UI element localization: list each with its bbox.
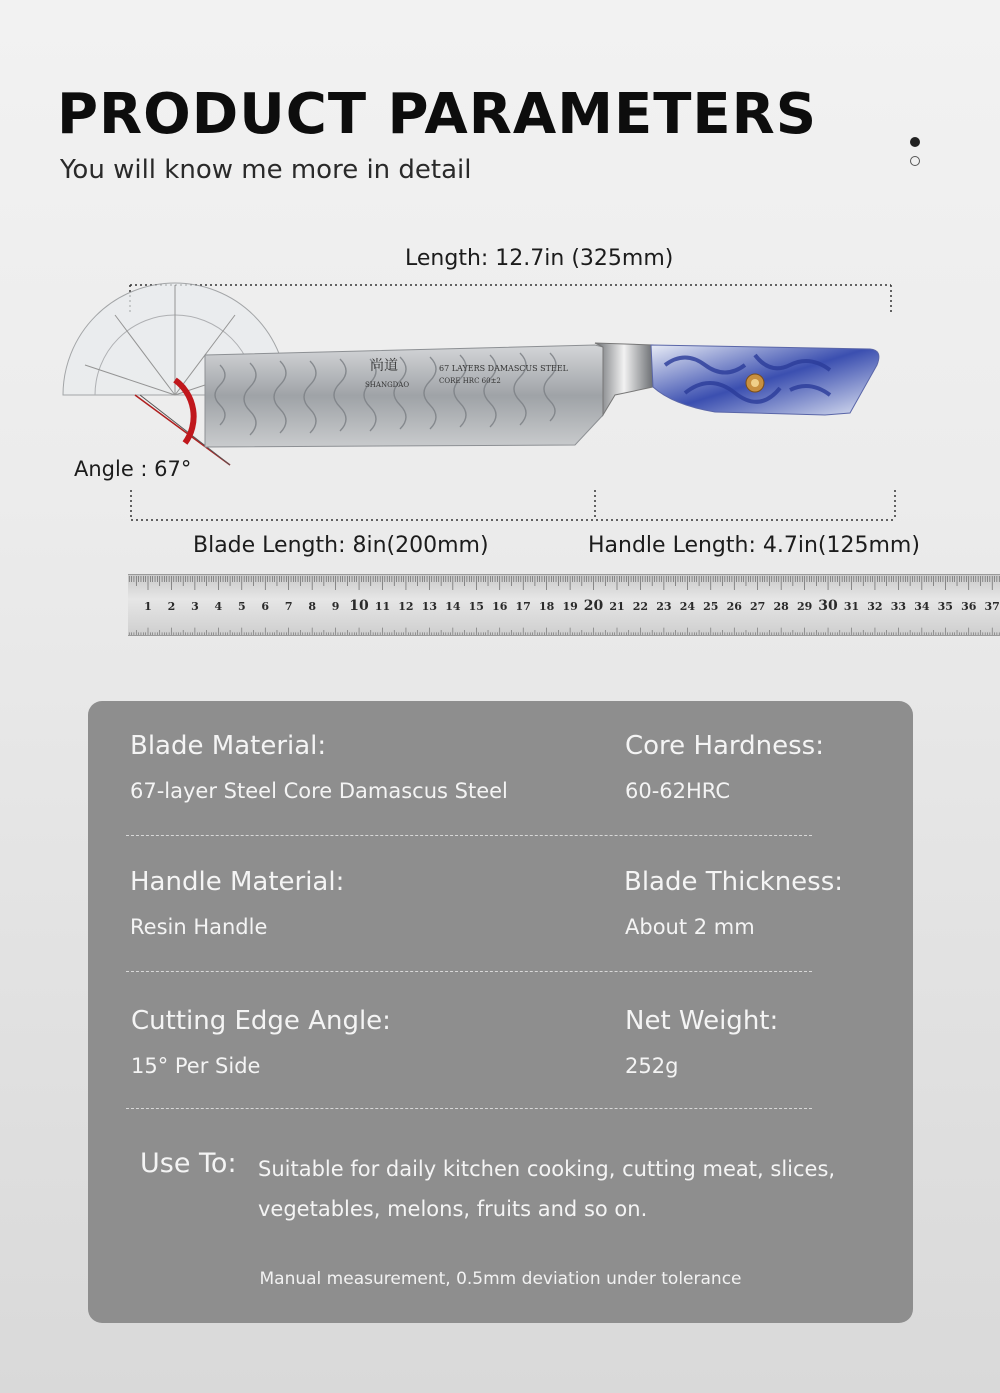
handle-length-label: Handle Length: 4.7in(125mm)	[588, 533, 920, 558]
ruler-scale	[128, 575, 1000, 636]
use-text: Suitable for daily kitchen cooking, cutting meat, slices, vegetables, melons, fruits and so on.	[258, 1157, 836, 1221]
ruler-number: 14	[445, 600, 461, 613]
ruler-number: 10	[349, 598, 369, 614]
blade-thickness-value: About 2 mm	[625, 915, 755, 939]
blade-marking-1: 67 LAYERS DAMASCUS STEEL	[439, 364, 568, 373]
ruler-number: 33	[890, 600, 907, 613]
blade-brand: SHANGDAO	[365, 381, 410, 389]
blade-material-label: Blade Material:	[130, 731, 327, 761]
ruler-number: 9	[331, 600, 340, 613]
use-label: Use To:	[140, 1148, 237, 1179]
ruler-number: 1	[144, 600, 152, 613]
handle-material-value: Resin Handle	[130, 915, 268, 939]
ruler-number: 13	[421, 600, 438, 613]
divider	[126, 835, 812, 836]
ruler-number: 17	[515, 600, 531, 613]
ruler-number: 31	[843, 600, 860, 613]
ruler-number: 3	[191, 600, 199, 613]
ruler-number: 16	[492, 600, 508, 613]
ruler-number: 20	[583, 598, 604, 614]
blade-material-value: 67-layer Steel Core Damascus Steel	[130, 779, 508, 803]
edge-angle-value: 15° Per Side	[131, 1054, 261, 1078]
ruler-number: 8	[308, 600, 316, 613]
blade-marking-2: CORE HRC 60±2	[439, 377, 501, 385]
blade-handle-dimension-line	[131, 490, 895, 520]
ruler-number: 2	[167, 600, 176, 613]
measurement-note: Manual measurement, 0.5mm deviation under tolerance	[259, 1269, 742, 1289]
ruler-number: 21	[609, 600, 625, 613]
knife-illustration	[55, 275, 905, 525]
ruler-number: 5	[237, 600, 246, 613]
core-hardness-value: 60-62HRC	[625, 779, 731, 803]
ruler-number: 22	[632, 600, 649, 613]
edge-angle-label: Cutting Edge Angle:	[131, 1006, 391, 1036]
core-hardness-label: Core Hardness:	[625, 731, 824, 761]
ruler-number: 29	[796, 600, 813, 613]
ruler-number: 34	[914, 600, 930, 613]
ruler-number: 27	[750, 600, 766, 613]
net-weight-label: Net Weight:	[625, 1006, 779, 1036]
ruler-number: 12	[398, 600, 414, 613]
net-weight-value: 252g	[625, 1054, 679, 1078]
spec-card	[88, 701, 913, 1323]
ruler-number: 24	[679, 600, 696, 613]
carousel-dot-active[interactable]	[910, 137, 920, 147]
ruler	[128, 574, 1000, 636]
ruler-number: 23	[656, 600, 672, 613]
ruler-number: 28	[773, 600, 789, 613]
blade-length-label: Blade Length: 8in(200mm)	[193, 533, 489, 558]
divider	[126, 1108, 812, 1109]
page-subtitle: You will know me more in detail	[60, 155, 472, 185]
divider	[126, 971, 812, 972]
ruler-number: 15	[468, 600, 484, 613]
ruler-number: 18	[538, 600, 555, 613]
blade-thickness-label: Blade Thickness:	[624, 867, 844, 897]
ruler-number: 32	[867, 600, 883, 613]
ruler-number: 7	[284, 600, 293, 613]
page-title: PRODUCT PARAMETERS	[57, 82, 818, 147]
length-label: Length: 12.7in (325mm)	[405, 246, 674, 271]
ruler-number: 37	[984, 600, 1000, 613]
ruler-number: 26	[726, 600, 742, 613]
ruler-number: 35	[937, 600, 953, 613]
ruler-number: 11	[374, 600, 391, 613]
handle-material-label: Handle Material:	[130, 867, 345, 897]
carousel-dot[interactable]	[910, 156, 920, 166]
ruler-number: 4	[214, 600, 223, 613]
handle-mosaic-pin	[746, 374, 764, 392]
ruler-number: 6	[261, 600, 270, 613]
ruler-number: 25	[703, 600, 719, 613]
angle-label: Angle : 67°	[74, 457, 192, 481]
ruler-number: 36	[961, 600, 977, 613]
blade-brand-cn: 尚道	[370, 358, 398, 374]
knife-blade	[205, 345, 603, 447]
knife-bolster	[595, 343, 653, 415]
ruler-number: 30	[818, 598, 838, 614]
ruler-number: 19	[562, 600, 578, 613]
